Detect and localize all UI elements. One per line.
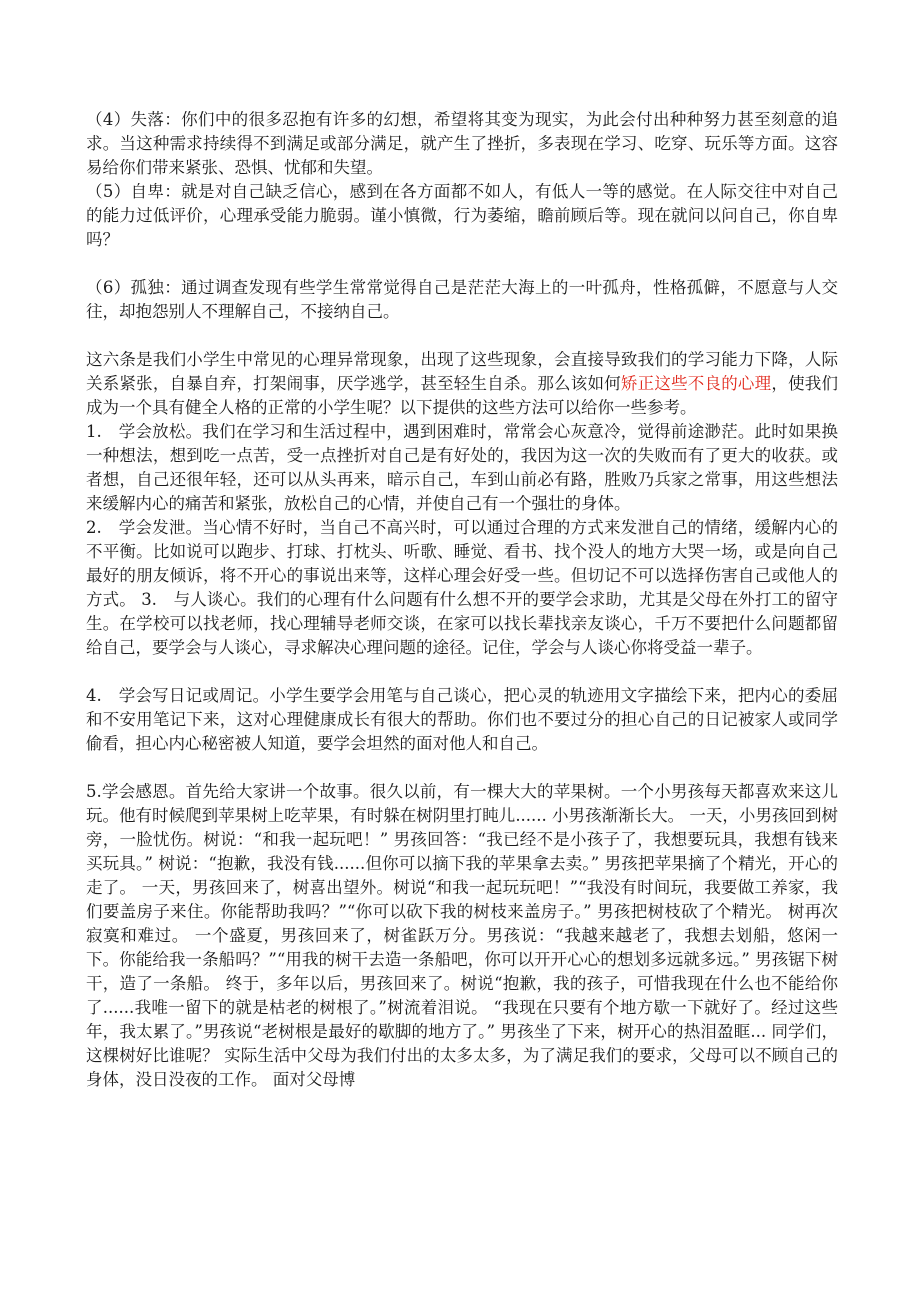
paragraph-6-loneliness: （6）孤独：通过调查发现有些学生常常觉得自己是茫茫大海上的一叶孤舟，性格孤僻，不愿意与人交往，却抱怨别人不理解自己，不接纳自己。: [86, 278, 838, 321]
document-body: [86, 108, 838, 1092]
highlight-link[interactable]: 矫正这些不良的心理: [620, 374, 772, 393]
spacer: [86, 756, 838, 780]
method-2-3-vent-talk: 2. 学会发泄。当心情不好时，当自己不高兴时，可以通过合理的方式来发泄自己的情绪，缓解内心的不平衡。比如说可以跑步、打球、打枕头、听歌、睡觉、看书、找个没人的地方大哭一场，或是向自己最好的朋友倾诉，将不开心的事说出来等，这样心理会好受一些。但切记不可以选择伤害自己或他人的方式。 3. 与人谈心。我们的心理有什么问题有什么想不开的要学会求助，尤其是父母在外打工的留守生。在学校可以找老师，找心理辅导老师交谈，在家可以找长辈找亲友谈心，千万不要把什么问题都留给自己，要学会与人谈心，寻求解决心理问题的途径。记住，学会与人谈心你将受益一辈子。: [86, 518, 838, 657]
paragraph-5-inferiority: （5）自卑：就是对自己缺乏信心，感到在各方面都不如人，有低人一等的感觉。在人际交往中对自己的能力过低评价，心理承受能力脆弱。谨小慎微，行为萎缩，瞻前顾后等。现在就问以问自己，你自卑吗？: [86, 182, 838, 249]
intro-text-after: ，使我们成为一个具有健全人格的正常的小学生呢？以下提供的这些方法可以给你一些参考。: [86, 374, 839, 417]
method-4-diary: 4. 学会写日记或周记。小学生要学会用笔与自己谈心，把心灵的轨迹用文字描绘下来，把内心的委屈和不安用笔记下来，这对心理健康成长有很大的帮助。你们也不要过分的担心自己的日记被家人或同学偷看，担心内心秘密被人知道，要学会坦然的面对他人和自己。: [86, 686, 838, 753]
method-1-relax: 1. 学会放松。我们在学习和生活过程中，遇到困难时，常常会心灰意冷，觉得前途渺茫。此时如果换一种想法，想到吃一点苦，受一点挫折对自己是有好处的，我因为这一次的失败而有了更大的收获。或者想，自己还很年轻，还可以从头再来，暗示自己，车到山前必有路，胜败乃兵家之常事，用这些想法来缓解内心的痛苦和紧张，放松自己的心情，并使自己有一个强壮的身体。: [86, 422, 838, 513]
paragraph-4-loss: （4）失落：你们中的很多忍抱有许多的幻想，希望将其变为现实，为此会付出种种努力甚至刻意的追求。当这种需求持续得不到满足或部分满足，就产生了挫折，多表现在学习、吃穿、玩乐等方面。这容易给你们带来紧张、恐惧、忧郁和失望。: [86, 110, 838, 177]
paragraph-intro: [86, 348, 838, 420]
intro-text-before: 这六条是我们小学生中常见的心理异常现象，出现了这些现象，会直接导致我们的学习能力下降，人际关系紧张，自暴自弃，打架闹事，厌学逃学，甚至轻生自杀。那么该如何: [86, 350, 838, 393]
method-5-gratitude: 5.学会感恩。首先给大家讲一个故事。很久以前，有一棵大大的苹果树。一个小男孩每天都喜欢来这儿玩。他有时候爬到苹果树上吃苹果，有时躲在树阴里打盹儿...... 小男孩渐渐长大。 一天，小男孩回到树旁，一脸忧伤。树说：“和我一起玩吧！” 男孩回答：“我已经不是小孩子了，我想要玩具，我想有钱来买玩具。” 树说：“抱歉，我没有钱......但你可以摘下我的苹果拿去卖。” 男孩把苹果摘了个精光，开心的走了。 一天，男孩回来了，树喜出望外。树说“和我一起玩玩吧！”“我没有时间玩，我要做工养家，我们要盖房子来住。你能帮助我吗？”“你可以砍下我的树枝来盖房子。” 男孩把树枝砍了个精光。 树再次寂寞和难过。 一个盛夏，男孩回来了，树雀跃万分。男孩说：“我越来越老了，我想去划船，悠闲一下。你能给我一条船吗？”“用我的树干去造一条船吧，你可以开开心心的想划多远就多远。” 男孩锯下树干，造了一条船。 终于，多年以后，男孩回来了。树说“抱歉，我的孩子，可惜我现在什么也不能给你了......我唯一留下的就是枯老的树根了。”树流着泪说。 “我现在只要有个地方歇一下就好了。经过这些年，我太累了。”男孩说“老树根是最好的歇脚的地方了。” 男孩坐了下来，树开心的热泪盈眶... 同学们，这棵树好比谁呢？ 实际生活中父母为我们付出的太多太多，为了满足我们的要求，父母可以不顾自己的身体，没日没夜的工作。 面对父母博: [86, 782, 838, 1089]
spacer: [86, 252, 838, 276]
spacer: [86, 324, 838, 348]
spacer: [86, 660, 838, 684]
